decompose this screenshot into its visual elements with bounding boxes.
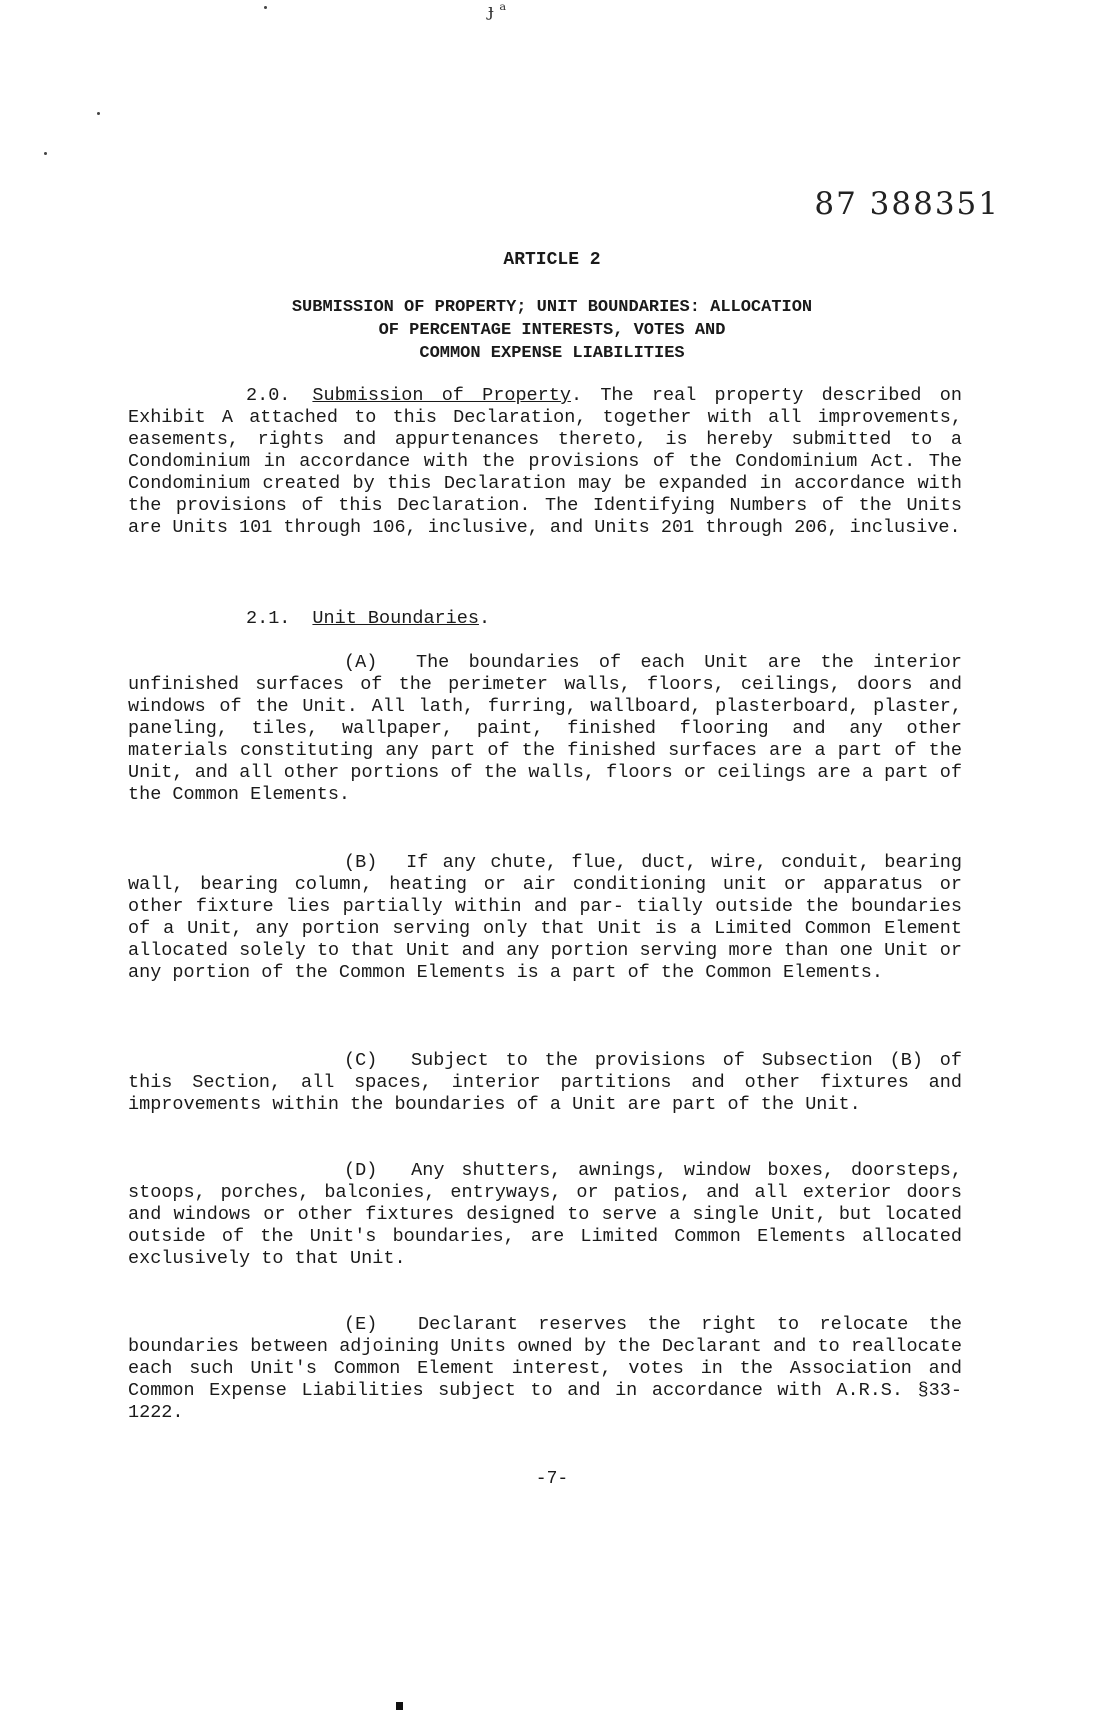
subsection-body: Declarant reserves the right to relocate the boundaries between adjoining Units owned by the Declarant and to reallocate each such Unit's Common Element interest, votes in the Association and Common Expense Liabilities subject to and in accordance with A.R.S. §33-1222. xyxy=(128,1314,962,1423)
section-body: . The real property described on Exhibit A attached to this Declaration, together with all improvements, easements, rights and appurtenances thereto, is hereby submitted to a Condominium in accordance with the provisions of the Condominium Act. The Condominium created by this Declaration may be expanded in accordance with the provisions of this Declaration. The Identifying Numbers of the Units are Units 101 through 106, inclusive, and Units 201 through 206, inclusive. xyxy=(128,385,962,538)
subsection-e xyxy=(128,1314,962,1424)
section-number: 2.0. xyxy=(246,385,291,406)
subsection-label: (C) xyxy=(344,1050,378,1071)
subsection-body: The boundaries of each Unit are the interior unfinished surfaces of the perimeter walls, floors, ceilings, doors and windows of the Unit. All lath, furring, wallboard, plasterboard, plaster, paneling, tiles, wallpaper, paint, finished flooring and any other materials constituting any part of the finished surfaces are a part of the Unit, and all other portions of the walls, floors or ceilings are a part of the Common Elements. xyxy=(128,652,962,805)
scan-speck xyxy=(44,152,47,155)
subsection-label: (D) xyxy=(344,1160,378,1181)
article-heading-line: OF PERCENTAGE INTERESTS, VOTES AND xyxy=(378,321,726,340)
subsection-body: Subject to the provisions of Subsection (B) of this Section, all spaces, interior partitions and other fixtures and improvements within the boundaries of a Unit are part of the Unit. xyxy=(128,1050,962,1115)
section-2-1-heading xyxy=(246,608,490,630)
section-title: Submission of Property xyxy=(312,385,571,406)
subsection-body: Any shutters, awnings, window boxes, doorsteps, stoops, porches, balconies, entryways, or patios, and all exterior doors and windows or other fixtures designed to serve a single Unit, but located outside of the Unit's boundaries, are Limited Common Elements allocated exclusively to that Unit. xyxy=(128,1160,962,1269)
article-heading xyxy=(0,296,1104,365)
subsection-label: (A) xyxy=(344,652,378,673)
subsection-label: (B) xyxy=(344,852,378,873)
top-margin-mark: ɟ ᵃ xyxy=(488,0,507,21)
scan-speck xyxy=(97,112,100,115)
subsection-c xyxy=(128,1050,962,1116)
page-number: -7- xyxy=(535,1469,569,1489)
subsection-body: If any chute, flue, duct, wire, conduit, bearing wall, bearing column, heating or air conditioning unit or apparatus or other fixture lies partially within and par- tially outside the boundaries of a Unit, any portion serving only that Unit is a Limited Common Element allocated solely to that Unit and any portion serving more than one Unit or any portion of the Common Elements is a part of the Common Elements. xyxy=(128,852,962,983)
scan-mark xyxy=(396,1702,403,1710)
section-title-suffix: . xyxy=(478,608,491,629)
subsection-b xyxy=(128,852,962,984)
subsection-a xyxy=(128,652,962,806)
section-title: Unit Boundaries xyxy=(312,608,479,629)
section-2-0-paragraph xyxy=(128,385,962,539)
document-number: 87 388351 xyxy=(814,186,1000,222)
article-title: ARTICLE 2 xyxy=(503,250,601,270)
subsection-d xyxy=(128,1160,962,1270)
article-heading-line: COMMON EXPENSE LIABILITIES xyxy=(419,344,685,363)
section-number: 2.1. xyxy=(246,608,291,629)
article-heading-line: SUBMISSION OF PROPERTY; UNIT BOUNDARIES: ALLOCATION xyxy=(291,298,813,317)
scan-speck xyxy=(264,6,267,9)
subsection-label: (E) xyxy=(344,1314,378,1335)
